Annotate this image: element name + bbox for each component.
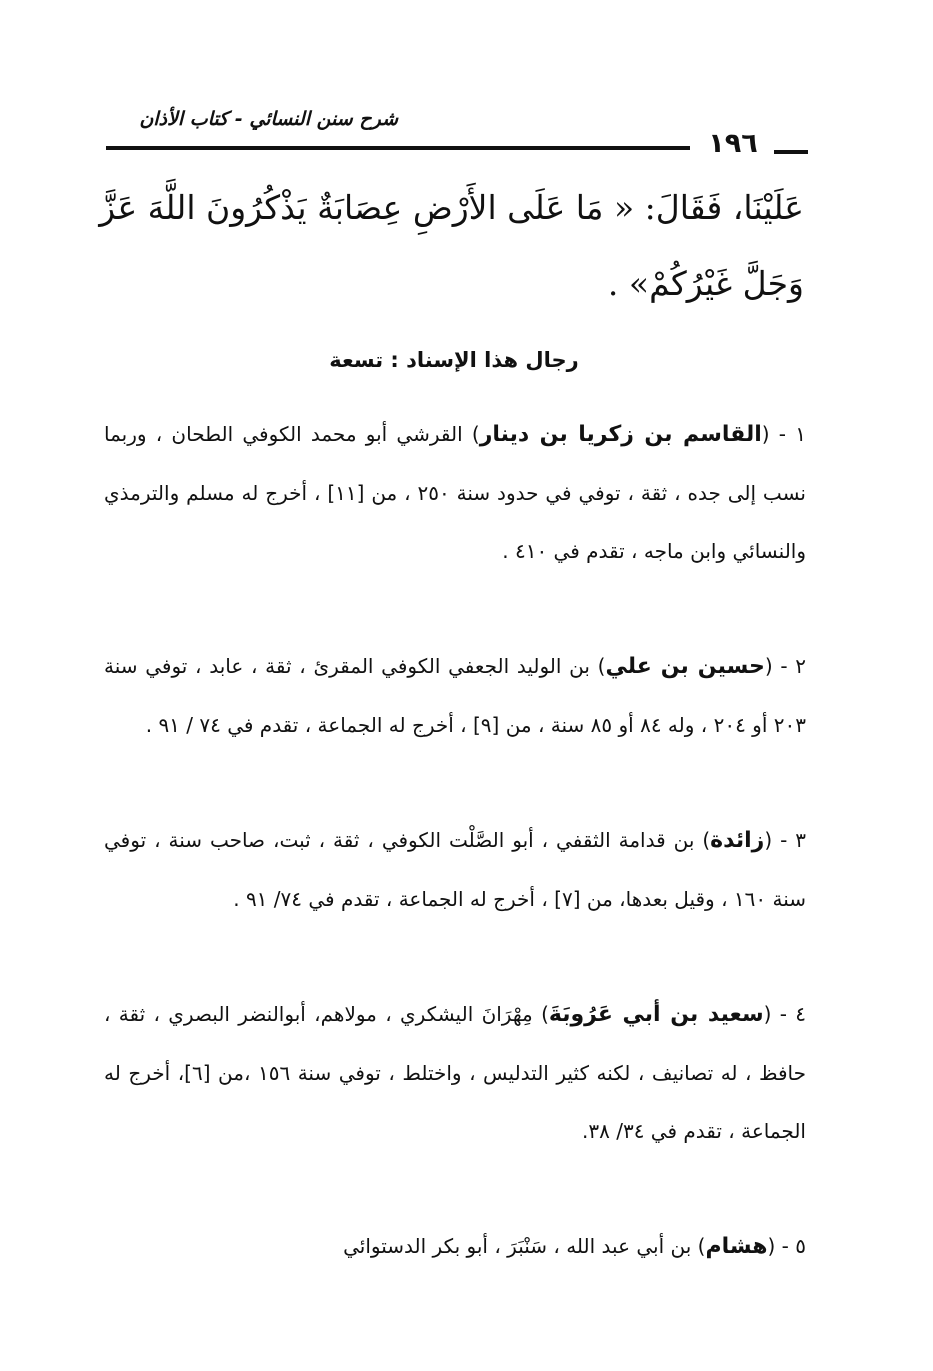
narrator-description: ) القرشي أبو محمد الكوفي الطحان ، وربما نسب إلى جده ، ثقة ، توفي في حدود سنة ٢٥٠ ، من [١١] ، أخرج له مسلم والترمذي والنسائي وابن ماجه ، تقدم في ٤١٠ . <box>104 422 806 563</box>
narrator-entry <box>104 985 806 1160</box>
running-header-title: شرح سنن النسائي - كتاب الأذان <box>139 108 398 130</box>
narrator-number: ٤ - ( <box>763 1002 807 1026</box>
narrator-description: ) بن الوليد الجعفي الكوفي المقرئ ، ثقة ، عابد ، توفي سنة ٢٠٣ أو ٢٠٤ ، وله ٨٤ أو ٨٥ سنة ، من [٩] ، أخرج له الجماعة ، تقدم في ٧٤ / ٩١ . <box>104 654 806 737</box>
narrator-number: ٣ - ( <box>764 828 807 852</box>
narrator-description: ) بن أبي عبد الله ، سَنْبَرَ ، أبو بكر الدستوائي <box>343 1234 706 1258</box>
narrator-name: هشام <box>705 1234 768 1259</box>
page-number: ١٩٦ <box>708 128 758 159</box>
narrator-name: زائدة <box>710 828 765 853</box>
narrator-number: ٥ - ( <box>767 1234 806 1258</box>
narrator-name: حسين بن علي <box>605 654 765 679</box>
hadith-line-2: وَجَلَّ غَيْرُكُمْ» . <box>607 264 804 303</box>
page-number-dash <box>774 150 808 154</box>
narrator-entry <box>104 1217 806 1276</box>
narrator-entry <box>104 811 806 928</box>
narrator-description: ) مِهْرَانَ اليشكري ، مولاهم، أبوالنضر البصري ، ثقة ، حافظ ، له تصانيف ، لكنه كثير التدليس ، واختلط ، توفي سنة ١٥٦ ،من [٦]، أخرج له الجماعة ، تقدم في ٣٤/ ٣٨. <box>104 1002 806 1143</box>
header-rule <box>106 146 690 150</box>
narrator-entry <box>104 637 806 754</box>
narrator-number: ١ - ( <box>761 422 806 446</box>
narrator-description: ) بن قدامة الثقفي ، أبو الصَّلْت الكوفي ، ثقة ، ثبت، صاحب سنة ، توفي سنة ١٦٠ ، وقيل بعدها، من [٧] ، أخرج له الجماعة ، تقدم في ٧٤/ ٩١ . <box>104 828 806 911</box>
narrator-entry <box>104 405 806 580</box>
narrator-number: ٢ - ( <box>764 654 806 678</box>
hadith-line-1: عَلَيْنَا، فَقَالَ: « مَا عَلَى الأَرْضِ عِصَابَةٌ يَذْكُرُونَ اللَّهَ عَزَّ <box>99 188 804 227</box>
section-title: رجال هذا الإسناد : تسعة <box>329 348 579 372</box>
narrator-name: القاسم بن زكريا بن دينار <box>479 422 762 447</box>
narrator-name: سعيد بن أبي عَرُوبَةَ <box>548 1002 764 1027</box>
